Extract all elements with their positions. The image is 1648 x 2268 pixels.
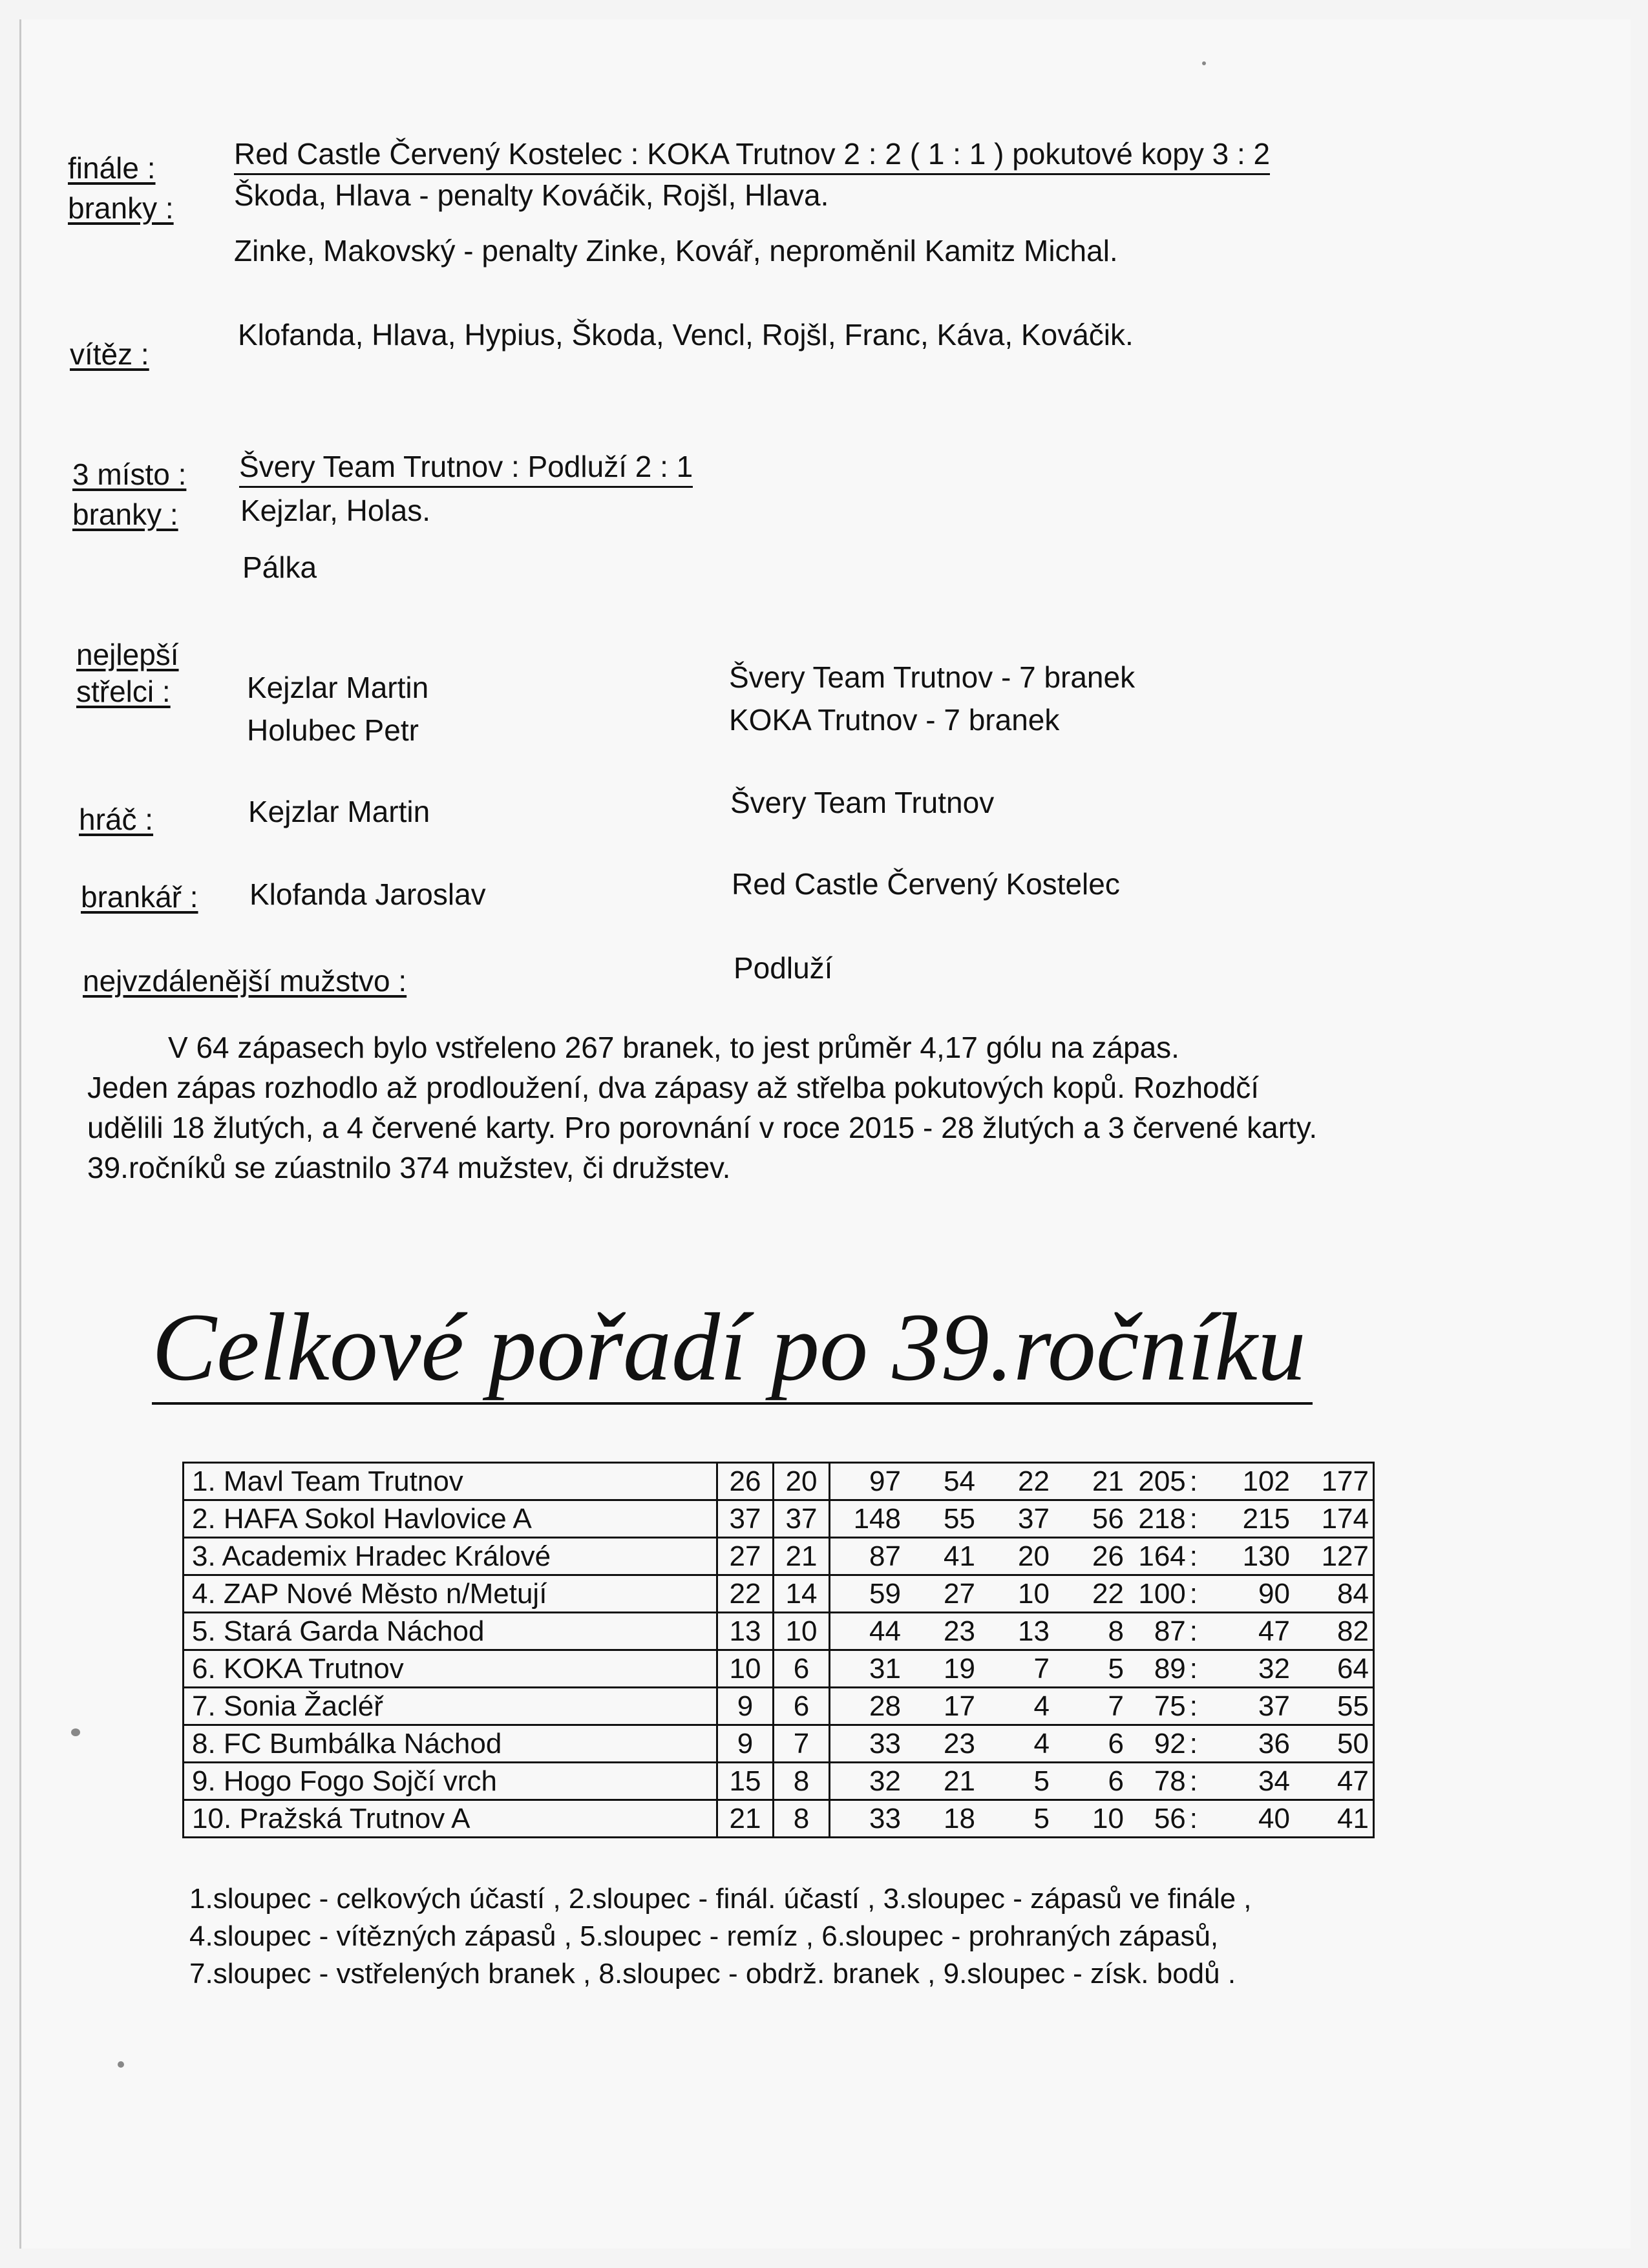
team-name: 1. Mavl Team Trutnov: [184, 1463, 717, 1500]
final-entries: 6: [774, 1688, 830, 1725]
points: 177: [1294, 1463, 1374, 1500]
wins: 23: [905, 1613, 979, 1650]
summary-line-2: Jeden zápas rozhodlo až prodloužení, dva zápasy až střelba pokutových kopů. Rozhodčí: [87, 1071, 1260, 1104]
standings-row: [184, 1650, 1374, 1688]
matches-in-final: 33: [830, 1800, 905, 1838]
matches-in-final: 148: [830, 1500, 905, 1538]
score-colon: :: [1189, 1802, 1198, 1834]
legend-line-3: 7.sloupec - vstřelených branek , 8.sloupec - obdrž. branek , 9.sloupec - získ. bodů .: [189, 1958, 1236, 1990]
wins: 54: [905, 1463, 979, 1500]
points: 50: [1294, 1725, 1374, 1763]
draws: 4: [979, 1725, 1053, 1763]
scan-speck: [118, 2061, 124, 2068]
team-name: 7. Sonia Žacléř: [184, 1688, 717, 1725]
summary-line-3: udělili 18 žlutých, a 4 červené karty. Pro porovnání v roce 2015 - 28 žlutých a 3 červené karty.: [87, 1111, 1318, 1144]
winner-label: vítěz :: [70, 337, 149, 371]
scorer1-name: Kejzlar Martin: [247, 671, 429, 704]
goals-scored-value: 92: [1154, 1727, 1186, 1759]
summary-paragraph: [87, 1027, 1574, 1188]
matches-in-final: 33: [830, 1725, 905, 1763]
wins: 18: [905, 1800, 979, 1838]
losses: 6: [1053, 1763, 1128, 1800]
draws: 4: [979, 1688, 1053, 1725]
draws: 7: [979, 1650, 1053, 1688]
score-colon: :: [1189, 1465, 1198, 1497]
goals-conceded: 102: [1205, 1463, 1294, 1500]
scorer1-team: Švery Team Trutnov - 7 branek: [729, 660, 1136, 694]
total-entries: 22: [717, 1575, 774, 1613]
player-name: Kejzlar Martin: [248, 795, 430, 828]
draws: 37: [979, 1500, 1053, 1538]
goals-scored-value: 89: [1154, 1652, 1186, 1685]
losses: 7: [1053, 1688, 1128, 1725]
goals-conceded: 37: [1205, 1688, 1294, 1725]
wins: 55: [905, 1500, 979, 1538]
total-entries: 10: [717, 1650, 774, 1688]
goals-conceded: 47: [1205, 1613, 1294, 1650]
goals-scored-value: 56: [1154, 1802, 1186, 1834]
standings-row: [184, 1763, 1374, 1800]
losses: 5: [1053, 1650, 1128, 1688]
losses: 10: [1053, 1800, 1128, 1838]
scan-speck: [71, 1728, 80, 1736]
goals-conceded: 34: [1205, 1763, 1294, 1800]
final-entries: 10: [774, 1613, 830, 1650]
legend-line-2: 4.sloupec - vítězných zápasů , 5.sloupec - remíz , 6.sloupec - prohraných zápasů,: [189, 1920, 1219, 1952]
wins: 21: [905, 1763, 979, 1800]
matches-in-final: 31: [830, 1650, 905, 1688]
goals-scored: [1128, 1650, 1205, 1688]
score-colon: :: [1189, 1652, 1198, 1685]
goals-scored: [1128, 1725, 1205, 1763]
goals-scored-value: 164: [1138, 1540, 1186, 1572]
total-entries: 9: [717, 1725, 774, 1763]
goals-scored-value: 87: [1154, 1615, 1186, 1647]
goals-scored-value: 78: [1154, 1765, 1186, 1797]
farthest-team-label: nejvzdálenější mužstvo :: [83, 964, 407, 998]
losses: 6: [1053, 1725, 1128, 1763]
wins: 27: [905, 1575, 979, 1613]
best-scorers-label-2: střelci :: [76, 675, 171, 708]
goals-scored: [1128, 1688, 1205, 1725]
team-name: 3. Academix Hradec Králové: [184, 1538, 717, 1575]
team-name: 9. Hogo Fogo Sojčí vrch: [184, 1763, 717, 1800]
points: 82: [1294, 1613, 1374, 1650]
goals-conceded: 130: [1205, 1538, 1294, 1575]
scan-speck: [1202, 61, 1206, 65]
player-team: Švery Team Trutnov: [730, 786, 995, 819]
matches-in-final: 87: [830, 1538, 905, 1575]
final-entries: 20: [774, 1463, 830, 1500]
winner-players: Klofanda, Hlava, Hypius, Škoda, Vencl, Rojšl, Franc, Káva, Kováčik.: [238, 318, 1134, 352]
goals-scored: [1128, 1463, 1205, 1500]
final-goals-line2: Zinke, Makovský - penalty Zinke, Kovář, neproměnil Kamitz Michal.: [234, 234, 1118, 268]
best-scorers-label-1: nejlepší: [76, 638, 179, 671]
third-place-label: 3 místo :: [72, 457, 187, 491]
points: 84: [1294, 1575, 1374, 1613]
matches-in-final: 32: [830, 1763, 905, 1800]
wins: 19: [905, 1650, 979, 1688]
wins: 23: [905, 1725, 979, 1763]
total-entries: 9: [717, 1688, 774, 1725]
final-entries: 8: [774, 1800, 830, 1838]
points: 64: [1294, 1650, 1374, 1688]
final-match: Red Castle Červený Kostelec : KOKA Trutnov 2 : 2 ( 1 : 1 ) pokutové kopy 3 : 2: [234, 136, 1270, 175]
third-goals-line1: Kejzlar, Holas.: [240, 494, 431, 527]
scorer2-name: Holubec Petr: [247, 713, 419, 747]
goals-scored: [1128, 1763, 1205, 1800]
points: 127: [1294, 1538, 1374, 1575]
matches-in-final: 59: [830, 1575, 905, 1613]
score-colon: :: [1189, 1765, 1198, 1797]
standings-row: [184, 1613, 1374, 1650]
goals-scored: [1128, 1613, 1205, 1650]
goals-scored-value: 205: [1138, 1465, 1186, 1497]
goals-conceded: 40: [1205, 1800, 1294, 1838]
matches-in-final: 97: [830, 1463, 905, 1500]
standings-row: [184, 1725, 1374, 1763]
goals-scored-value: 218: [1138, 1502, 1186, 1535]
total-entries: 37: [717, 1500, 774, 1538]
final-entries: 21: [774, 1538, 830, 1575]
wins: 41: [905, 1538, 979, 1575]
third-goals-line2: Pálka: [242, 551, 317, 584]
points: 41: [1294, 1800, 1374, 1838]
goals-conceded: 32: [1205, 1650, 1294, 1688]
wins: 17: [905, 1688, 979, 1725]
legend-line-1: 1.sloupec - celkových účastí , 2.sloupec - finál. účastí , 3.sloupec - zápasů ve finále ,: [189, 1883, 1252, 1915]
draws: 13: [979, 1613, 1053, 1650]
final-entries: 14: [774, 1575, 830, 1613]
summary-line-4: 39.ročníků se zúastnilo 374 mužstev, či družstev.: [87, 1151, 731, 1184]
final-goals-label: branky :: [68, 191, 174, 225]
final-goals-line1: Škoda, Hlava - penalty Kováčik, Rojšl, Hlava.: [234, 178, 829, 212]
team-name: 2. HAFA Sokol Havlovice A: [184, 1500, 717, 1538]
goals-scored-value: 100: [1138, 1577, 1186, 1610]
score-colon: :: [1189, 1540, 1198, 1572]
matches-in-final: 28: [830, 1688, 905, 1725]
total-entries: 27: [717, 1538, 774, 1575]
keeper-name: Klofanda Jaroslav: [249, 877, 486, 911]
team-name: 6. KOKA Trutnov: [184, 1650, 717, 1688]
standings-row: [184, 1688, 1374, 1725]
losses: 8: [1053, 1613, 1128, 1650]
score-colon: :: [1189, 1577, 1198, 1610]
total-entries: 15: [717, 1763, 774, 1800]
team-name: 5. Stará Garda Náchod: [184, 1613, 717, 1650]
matches-in-final: 44: [830, 1613, 905, 1650]
points: 47: [1294, 1763, 1374, 1800]
goals-conceded: 90: [1205, 1575, 1294, 1613]
team-name: 10. Pražská Trutnov A: [184, 1800, 717, 1838]
points: 55: [1294, 1688, 1374, 1725]
points: 174: [1294, 1500, 1374, 1538]
draws: 20: [979, 1538, 1053, 1575]
third-goals-label: branky :: [72, 498, 178, 531]
losses: 22: [1053, 1575, 1128, 1613]
goals-scored: [1128, 1800, 1205, 1838]
standings-row: [184, 1800, 1374, 1838]
score-colon: :: [1189, 1690, 1198, 1722]
standings-row: [184, 1463, 1374, 1500]
standings-table: [182, 1462, 1375, 1838]
draws: 22: [979, 1463, 1053, 1500]
final-label: finále :: [68, 151, 156, 185]
standings-title: Celkové pořadí po 39.ročníku: [152, 1292, 1313, 1405]
keeper-team: Red Castle Červený Kostelec: [732, 867, 1120, 901]
final-entries: 8: [774, 1763, 830, 1800]
total-entries: 13: [717, 1613, 774, 1650]
goals-conceded: 36: [1205, 1725, 1294, 1763]
goals-scored-value: 75: [1154, 1690, 1186, 1722]
total-entries: 26: [717, 1463, 774, 1500]
goals-conceded: 215: [1205, 1500, 1294, 1538]
player-label: hráč :: [79, 803, 154, 836]
losses: 56: [1053, 1500, 1128, 1538]
team-name: 4. ZAP Nové Město n/Metují: [184, 1575, 717, 1613]
column-legend: [189, 1880, 1252, 1993]
team-name: 8. FC Bumbálka Náchod: [184, 1725, 717, 1763]
draws: 5: [979, 1800, 1053, 1838]
losses: 21: [1053, 1463, 1128, 1500]
summary-line-1: V 64 zápasech bylo vstřeleno 267 branek, to jest průměr 4,17 gólu na zápas.: [168, 1031, 1179, 1064]
keeper-label: brankář :: [81, 880, 198, 914]
farthest-team: Podluží: [734, 951, 833, 985]
standings-row: [184, 1538, 1374, 1575]
final-entries: 6: [774, 1650, 830, 1688]
goals-scored: [1128, 1538, 1205, 1575]
losses: 26: [1053, 1538, 1128, 1575]
final-entries: 7: [774, 1725, 830, 1763]
final-entries: 37: [774, 1500, 830, 1538]
total-entries: 21: [717, 1800, 774, 1838]
score-colon: :: [1189, 1727, 1198, 1759]
standings-row: [184, 1500, 1374, 1538]
draws: 5: [979, 1763, 1053, 1800]
third-place-match: Švery Team Trutnov : Podluží 2 : 1: [239, 448, 693, 488]
score-colon: :: [1189, 1502, 1198, 1535]
goals-scored: [1128, 1500, 1205, 1538]
scorer2-team: KOKA Trutnov - 7 branek: [729, 703, 1060, 737]
standings-row: [184, 1575, 1374, 1613]
goals-scored: [1128, 1575, 1205, 1613]
draws: 10: [979, 1575, 1053, 1613]
score-colon: :: [1189, 1615, 1198, 1647]
